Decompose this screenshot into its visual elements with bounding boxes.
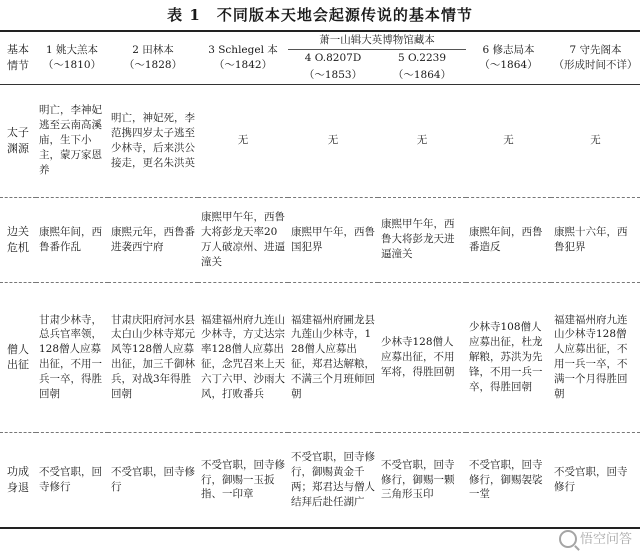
table-cell: 康熙甲午年，西鲁大将彭龙天进逼潼关	[378, 197, 466, 282]
table-cell: 康熙年间，西鲁番造反	[466, 197, 551, 282]
watermark-text: 悟空问答	[579, 531, 632, 547]
column-header-3	[198, 31, 288, 84]
table-cell: 不受官职，回寺修行，御赐袈裟一堂	[466, 432, 551, 528]
table-cell: 明亡，李神妃逃至云南高溪庙，生下小主，蒙万家恩养	[39, 104, 102, 177]
table-cell: 无	[590, 134, 601, 147]
table-cell: 福建福州府圃龙县九莲山少林寺，128僧人应募出征，郑君达解粮，不满三个月班师回朝	[288, 282, 378, 432]
column-header-5: 5 O.2239	[397, 51, 447, 64]
table-cell: 无	[416, 134, 428, 147]
column-name: 2 田林本	[132, 43, 174, 56]
column-date: （～1842）	[213, 58, 273, 71]
table-row	[0, 84, 640, 197]
table-cell: 康熙元年，西鲁番进袭西宁府	[108, 197, 198, 282]
table-cell: 康熙十六年，西鲁犯界	[551, 197, 640, 282]
corner-header: 基本 情节	[0, 31, 36, 84]
table-row	[0, 197, 640, 282]
table-title	[0, 0, 640, 30]
column-date: （～1828）	[123, 58, 183, 71]
table-cell: 不受官职，回寺修行，御赐一玉扳指、一印章	[198, 432, 288, 528]
table-caption: 不同版本天地会起源传说的基本情节	[216, 6, 473, 24]
table-number: 表 1	[167, 6, 201, 24]
column-date-4: （～1853）	[288, 67, 378, 84]
watermark	[559, 528, 632, 549]
table-cell: 福建福州府九连山少林寺，方丈达宗率128僧人应募出征，念咒召来上天六丁六甲、沙雨大风，打败番兵	[198, 282, 288, 432]
column-header-7	[551, 31, 640, 84]
column-date-5: （～1864）	[378, 67, 466, 84]
column-header-4: 4 O.8207D	[304, 51, 362, 64]
table-cell: 少林寺108僧人应募出征，杜龙解粮，苏洪为先锋，不用一兵一卒，得胜回朝	[466, 282, 551, 432]
group-header: 萧一山辑大英博物馆藏本	[288, 31, 466, 49]
header-row	[0, 31, 640, 49]
table-cell: 明亡，神妃死，李范携四岁太子逃至少林寺，后来洪公接走，更名朱洪英	[111, 111, 195, 169]
table-cell: 无	[503, 134, 514, 147]
row-label: 边关 危机	[0, 197, 36, 282]
table-cell: 康熙甲午年，西鲁国犯界	[288, 197, 378, 282]
table-cell: 不受官职，回寺修行，御赐黄金千两；郑君达与僧人结拜后赴任湖广	[288, 432, 378, 528]
speech-bubble-icon	[559, 530, 577, 548]
column-header-6	[466, 31, 551, 84]
table-cell: 少林寺128僧人应募出征，不用军将，得胜回朝	[378, 282, 466, 432]
table-cell: 无	[327, 134, 339, 147]
column-name: 7 守先阁本	[569, 43, 622, 56]
table-cell: 不受官职，回寺修行，御赐一颗三角形玉印	[378, 432, 466, 528]
column-header-1	[36, 31, 108, 84]
column-header-2	[108, 31, 198, 84]
table-cell: 甘肃庆阳府河水县太白山少林寺郑元风等128僧人应募出征，加三千御林兵，对战3年得胜回朝	[108, 282, 198, 432]
table-cell: 康熙年间，西鲁番作乱	[36, 197, 108, 282]
table-row	[0, 282, 640, 432]
row-label: 僧人 出征	[0, 282, 36, 432]
table-cell: 不受官职，回寺修行	[108, 432, 198, 528]
plot-table	[0, 30, 640, 529]
table-cell: 福建福州府九连山少林寺128僧人应募出征，不用一兵一卒，不满一个月得胜回朝	[551, 282, 640, 432]
table-cell: 康熙甲午年，西鲁大将彭龙天率20万人破凉州、进逼潼关	[198, 197, 288, 282]
column-date: （形成时间不详）	[553, 58, 638, 71]
column-name: 6 修志局本	[482, 43, 535, 56]
table-cell: 甘肃少林寺，总兵官率领，128僧人应募出征，不用一兵一卒，得胜回朝	[36, 282, 108, 432]
row-label: 功成 身退	[0, 432, 36, 528]
table-cell: 不受官职，回寺修行	[551, 432, 640, 528]
table-cell: 无	[237, 134, 249, 147]
column-name: 1 姚大羔本	[45, 43, 99, 56]
table-row	[0, 432, 640, 528]
column-date: （～1810）	[42, 58, 102, 71]
column-name: 3 Schlegel 本	[208, 43, 278, 56]
row-label: 太子 渊源	[7, 126, 29, 155]
table-cell: 不受官职，回寺修行	[36, 432, 108, 528]
column-date: （～1864）	[479, 58, 538, 71]
